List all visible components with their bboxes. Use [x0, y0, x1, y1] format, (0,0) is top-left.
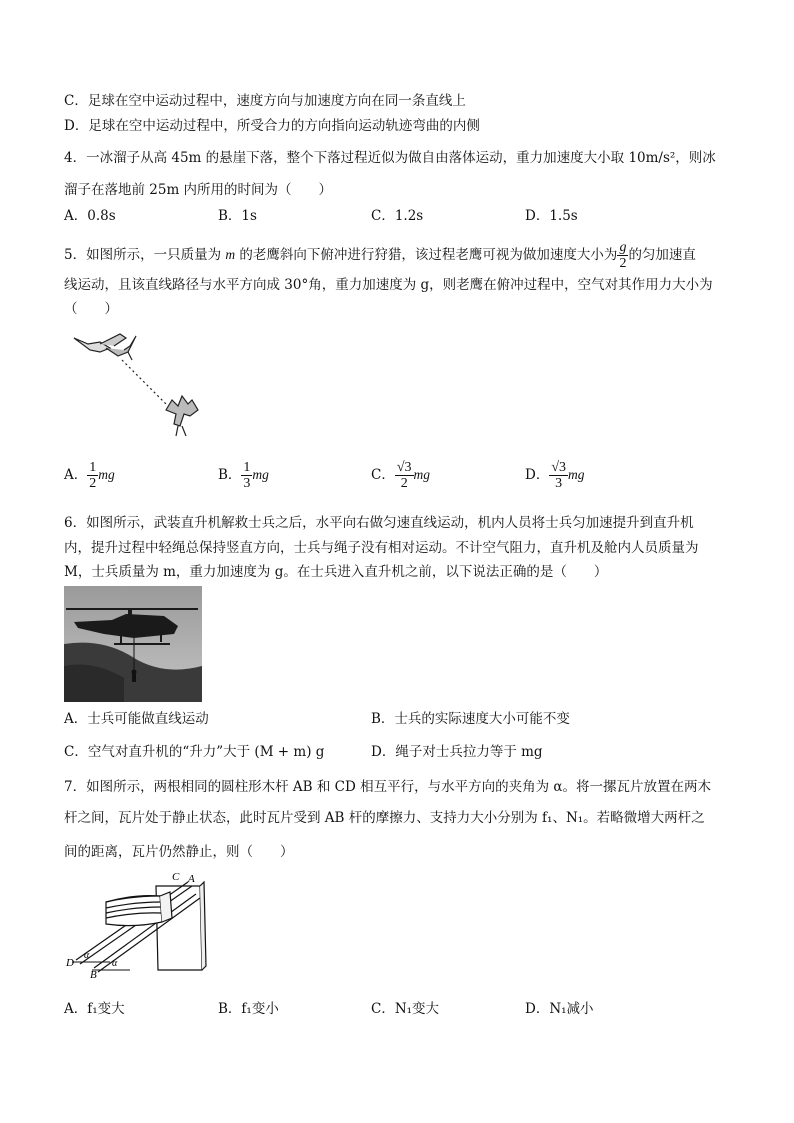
- q7-option-c: C．N₁变大: [371, 1001, 440, 1017]
- label-d: D: [66, 957, 74, 969]
- q4-stem-line1: 4．一冰溜子从高 45m 的悬崖下落，整个下落过程近似为做自由落体运动，重力加速度大小取 10m/s²，则冰: [64, 150, 716, 166]
- tile-stack: [106, 892, 172, 926]
- q4-option-d: D．1.5s: [525, 208, 578, 224]
- q7-tiles-figure: [64, 866, 214, 978]
- q4-option-b: B．1s: [218, 208, 257, 224]
- q7-stem-line2: 杆之间，瓦片处于静止状态，此时瓦片受到 AB 杆的摩擦力、支持力大小分别为 f₁、N₁。若略微增大两杆之: [64, 810, 705, 826]
- q3-option-c: C．足球在空中运动过程中，速度方向与加速度方向在同一条直线上: [64, 93, 466, 109]
- q4-option-a: A．0.8s: [64, 208, 116, 224]
- eagle-lower-icon: [166, 396, 198, 436]
- q6-option-d: D．绳子对士兵拉力等于 mg: [371, 744, 543, 760]
- q6-stem-line1: 6．如图所示，武装直升机解救士兵之后，水平向右做匀速直线运动，机内人员将士兵匀加速提升到直升机: [64, 515, 694, 531]
- q5-mass-symbol: m: [225, 247, 236, 262]
- q5-eagle-figure: [70, 330, 210, 442]
- q5-stem-line1: 5．如图所示，一只质量为 m 的老鹰斜向下俯冲进行狩猎，该过程老鹰可视为做加速度大小为 $\frac{g}{2}$ 的匀加速直: [64, 240, 696, 271]
- q7-option-b: B．f₁变小: [218, 1001, 279, 1017]
- label-b: B: [90, 969, 97, 978]
- soldier-icon: [132, 670, 137, 683]
- label-alpha-1: α: [84, 950, 90, 961]
- eagle-upper-icon: [74, 334, 136, 360]
- label-a: A: [188, 873, 195, 885]
- q6-option-c: C．空气对直升机的“升力”大于 (M + m) g: [64, 744, 325, 760]
- q5-stem-line2: 线运动，且该直线路径与水平方向成 30°角，重力加速度为 g，则老鹰在俯冲过程中，空气对其作用力大小为: [64, 277, 713, 293]
- q4-stem-line2: 溜子在落地前 25m 内所用的时间为（ ）: [64, 182, 333, 198]
- q6-stem-line3: M，士兵质量为 m，重力加速度为 g。在士兵进入直升机之前，以下说法正确的是（ ）: [64, 564, 608, 580]
- q4-option-c: C．1.2s: [371, 208, 424, 224]
- q5-option-a: A． $\frac{1}{2}$ mg: [64, 460, 115, 491]
- label-c: C: [172, 871, 180, 883]
- q5-option-d: D． $\frac{√3}{3}$ mg: [525, 460, 585, 491]
- q5-option-c: C． $\frac{√3}{2}$ mg: [371, 460, 431, 491]
- label-alpha-2: α: [112, 958, 118, 969]
- q5-option-b: B． $\frac{1}{3}$ mg: [218, 460, 269, 491]
- q7-option-a: A．f₁变大: [64, 1001, 125, 1017]
- q7-stem-line3: 间的距离，瓦片仍然静止，则（ ）: [64, 844, 294, 860]
- q3-option-d: D．足球在空中运动过程中，所受合力的方向指向运动轨迹弯曲的内侧: [64, 118, 480, 134]
- q5-stem-line3: （ ）: [64, 301, 118, 317]
- q6-option-a: A．士兵可能做直线运动: [64, 711, 209, 727]
- q5-accel-fraction: $\frac{g}{2}$: [619, 240, 627, 271]
- q6-option-b: B．士兵的实际速度大小可能不变: [371, 711, 570, 727]
- q6-stem-line2: 内，提升过程中轻绳总保持竖直方向，士兵与绳子没有相对运动。不计空气阻力，直升机及舱内人员质量为: [64, 540, 699, 556]
- q6-helicopter-photo: [64, 586, 202, 702]
- q7-option-d: D．N₁减小: [525, 1001, 594, 1017]
- q7-stem-line1: 7．如图所示，两根相同的圆柱形木杆 AB 和 CD 相互平行，与水平方向的夹角为 α。将一摞瓦片放置在两木: [64, 779, 711, 795]
